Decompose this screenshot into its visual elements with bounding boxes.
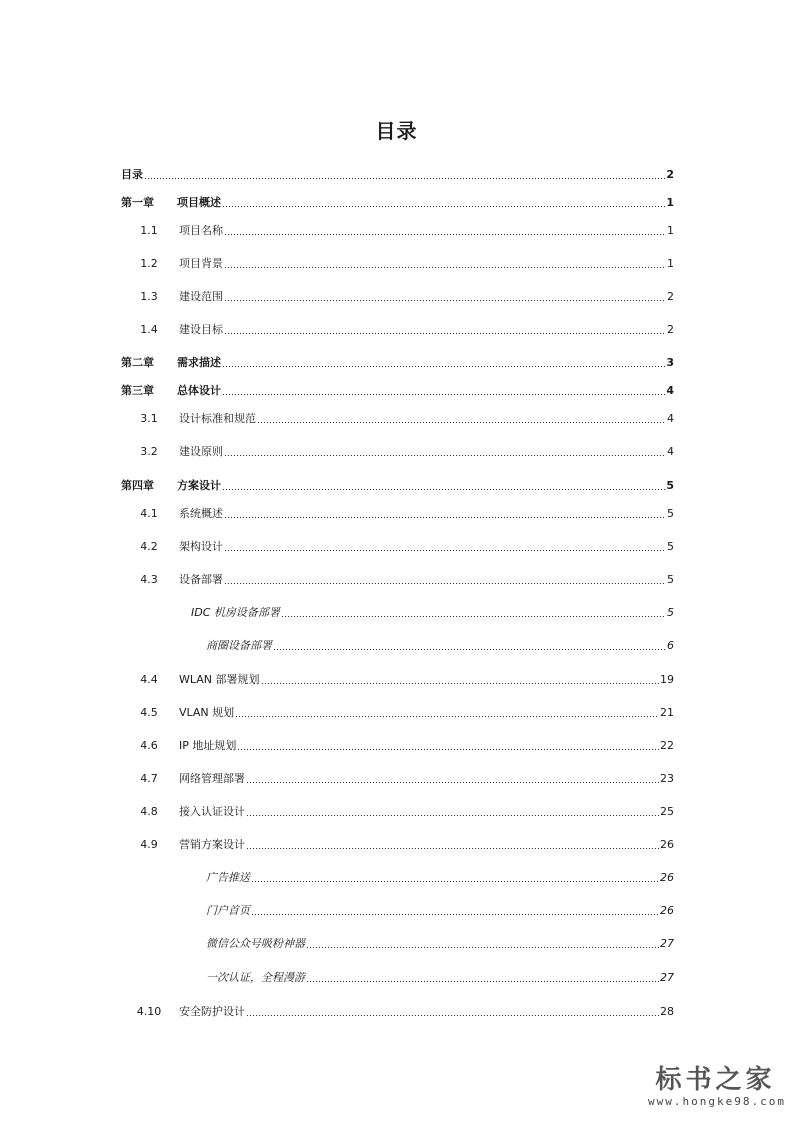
toc-entry[interactable] [119, 739, 674, 753]
toc-entry-page: 3 [666, 356, 674, 369]
toc-entry-number: 4.8 [140, 805, 158, 818]
toc-entry-page: 26 [660, 871, 674, 884]
toc-entry-number: 第二章 [121, 356, 154, 369]
toc-entry-title: 微信公众号吸粉神器 [206, 937, 305, 950]
toc-entry[interactable] [119, 257, 674, 271]
toc-entry[interactable] [121, 479, 674, 493]
toc-entry-page: 1 [666, 196, 674, 209]
toc-entry-page: 6 [667, 639, 674, 652]
toc-entry-page: 21 [660, 706, 674, 719]
toc-entry-page: 19 [660, 673, 674, 686]
toc-entry-page: 27 [660, 971, 674, 984]
toc-dot-leader [224, 234, 666, 235]
toc-dot-leader [246, 1015, 659, 1016]
toc-entry-title: WLAN 部署规划 [179, 673, 260, 686]
toc-entry-number: 1.1 [140, 224, 158, 237]
toc-entry-number: 3.1 [140, 412, 158, 425]
toc-dot-leader [224, 267, 666, 268]
toc-entry-title: IDC 机房设备部署 [191, 606, 280, 619]
toc-dot-leader [224, 455, 666, 456]
toc-entry[interactable] [119, 706, 674, 720]
toc-entry-page: 26 [660, 838, 674, 851]
toc-entry-page: 5 [667, 540, 674, 553]
toc-entry[interactable] [119, 412, 674, 426]
toc-dot-leader [224, 517, 666, 518]
toc-entry[interactable] [119, 673, 674, 687]
toc-dot-leader [224, 300, 666, 301]
toc-entry-number: 4.2 [140, 540, 158, 553]
toc-dot-leader [222, 366, 665, 367]
toc-dot-leader [306, 981, 659, 982]
toc-entry[interactable] [119, 1005, 674, 1019]
toc-entry-number: 4.4 [140, 673, 158, 686]
toc-dot-leader [222, 206, 665, 207]
toc-entry-title: 总体设计 [177, 384, 221, 397]
toc-entry-title: 项目名称 [179, 224, 223, 237]
toc-dot-leader [261, 683, 659, 684]
toc-entry-number: 4.5 [140, 706, 158, 719]
toc-entry-title: 网络管理部署 [179, 772, 245, 785]
toc-entry-title: 需求描述 [177, 356, 221, 369]
toc-entry[interactable] [119, 573, 674, 587]
toc-entry-page: 5 [667, 573, 674, 586]
toc-entry-number: 第三章 [121, 384, 154, 397]
toc-entry-title: 设备部署 [179, 573, 223, 586]
toc-entry[interactable] [206, 904, 674, 918]
toc-entry[interactable] [119, 323, 674, 337]
toc-entry[interactable] [191, 606, 674, 620]
toc-dot-leader [246, 848, 659, 849]
toc-entry[interactable] [121, 356, 674, 370]
toc-entry-page: 4 [666, 384, 674, 397]
toc-entry[interactable] [121, 168, 674, 182]
page-title: 目录 [375, 119, 418, 143]
toc-dot-leader [237, 749, 659, 750]
toc-entry-page: 2 [667, 290, 674, 303]
toc-entry[interactable] [206, 639, 674, 653]
toc-dot-leader [273, 649, 666, 650]
toc-entry-number: 4.1 [140, 507, 158, 520]
toc-entry[interactable] [119, 445, 674, 459]
toc-entry-page: 27 [660, 937, 674, 950]
toc-entry-page: 28 [660, 1005, 674, 1018]
toc-entry-page: 4 [667, 445, 674, 458]
toc-entry-number: 第一章 [121, 196, 154, 209]
toc-entry-title: 建设原则 [179, 445, 223, 458]
toc-dot-leader [235, 716, 659, 717]
toc-entry-page: 5 [667, 507, 674, 520]
toc-entry-page: 1 [667, 224, 674, 237]
toc-dot-leader [281, 616, 666, 617]
toc-entry-title: 安全防护设计 [179, 1005, 245, 1018]
toc-entry-page: 1 [667, 257, 674, 270]
toc-entry[interactable] [206, 871, 674, 885]
toc-entry-number: 4.7 [140, 772, 158, 785]
toc-entry-page: 5 [666, 479, 674, 492]
toc-entry-title: 方案设计 [177, 479, 221, 492]
toc-entry-number: 4.6 [140, 739, 158, 752]
toc-entry[interactable] [206, 937, 674, 951]
toc-dot-leader [222, 394, 665, 395]
toc-entry-title: 门户首页 [206, 904, 250, 917]
toc-entry-page: 23 [660, 772, 674, 785]
toc-dot-leader [224, 583, 666, 584]
toc-entry-title: 系统概述 [179, 507, 223, 520]
toc-entry-title: IP 地址规划 [179, 739, 237, 752]
toc-dot-leader [246, 815, 659, 816]
toc-entry-title: 接入认证设计 [179, 805, 245, 818]
toc-entry-title: 架构设计 [179, 540, 223, 553]
toc-dot-leader [257, 422, 666, 423]
toc-entry-number: 4.10 [136, 1005, 162, 1018]
toc-entry-title: 设计标准和规范 [179, 412, 256, 425]
toc-entry-title: 项目概述 [177, 196, 221, 209]
toc-entry[interactable] [119, 838, 674, 852]
toc-entry[interactable] [119, 290, 674, 304]
toc-dot-leader [251, 881, 659, 882]
toc-dot-leader [224, 550, 666, 551]
toc-entry-page: 4 [667, 412, 674, 425]
toc-dot-leader [224, 333, 666, 334]
toc-entry-page: 22 [660, 739, 674, 752]
toc-entry-number: 1.2 [140, 257, 158, 270]
toc-entry-number: 1.3 [140, 290, 158, 303]
toc-entry[interactable] [121, 384, 674, 398]
toc-entry-title: 广告推送 [206, 871, 250, 884]
toc-entry-page: 2 [666, 168, 674, 181]
toc-entry-page: 25 [660, 805, 674, 818]
toc-entry-title: VLAN 规划 [179, 706, 235, 719]
toc-entry-title: 营销方案设计 [179, 838, 245, 851]
toc-entry-number: 第四章 [121, 479, 154, 492]
toc-entry-title: 商圈设备部署 [206, 639, 272, 652]
toc-entry-title: 一次认证，全程漫游 [206, 971, 305, 984]
toc-entry[interactable] [119, 224, 674, 238]
watermark-logo: 标书之家 [655, 1065, 776, 1095]
toc-dot-leader [246, 782, 659, 783]
toc-entry-title: 目录 [121, 168, 143, 181]
toc-entry-page: 26 [660, 904, 674, 917]
toc-entry-title: 项目背景 [179, 257, 223, 270]
toc-entry-number: 1.4 [140, 323, 158, 336]
toc-entry[interactable] [206, 971, 674, 985]
toc-dot-leader [144, 178, 665, 179]
toc-dot-leader [306, 947, 659, 948]
toc-entry[interactable] [121, 196, 674, 210]
toc-entry[interactable] [119, 507, 674, 521]
toc-entry-number: 4.3 [140, 573, 158, 586]
toc-entry[interactable] [119, 805, 674, 819]
toc-entry[interactable] [119, 772, 674, 786]
toc-dot-leader [222, 489, 665, 490]
toc-entry-title: 建设范围 [179, 290, 223, 303]
toc-entry-page: 5 [667, 606, 674, 619]
toc-entry-page: 2 [667, 323, 674, 336]
toc-entry-number: 3.2 [140, 445, 158, 458]
toc-entry-number: 4.9 [140, 838, 158, 851]
toc-entry[interactable] [119, 540, 674, 554]
toc-entry-title: 建设目标 [179, 323, 223, 336]
watermark [648, 1065, 786, 1108]
watermark-url: www.hongke98.com [648, 1095, 786, 1108]
toc-dot-leader [251, 914, 659, 915]
